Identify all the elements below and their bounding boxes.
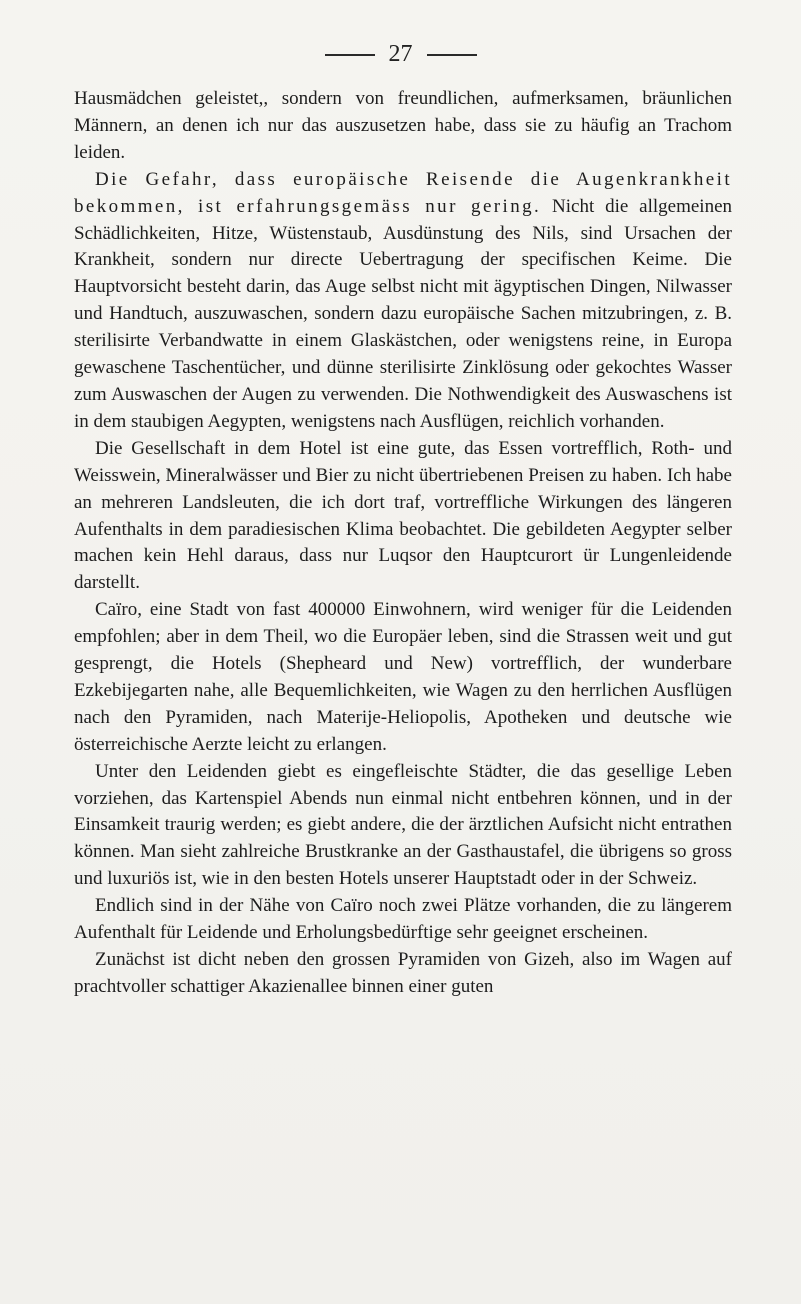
header-rule-left [325, 54, 375, 56]
paragraph-2-body: Nicht die allgemeinen Schädlichkeiten, Hitze, Wüstenstaub, Ausdünstung des Nils, sind Ursachen der Krankheit, sondern nur directe Uebertragung der specifischen Keime. Die Hauptvorsicht besteht darin, das Auge selbst nicht mit ägyptischen Dingen, Nilwasser und Handtuch, auszuwaschen, sondern dazu europäische Sachen mitzubringen, z. B. sterilisirte Verbandwatte in einem Glaskästchen, oder wenigstens reine, in Europa gewaschene Taschentücher, und dünne sterilisirte Zinklösung oder gekochtes Wasser zum Auswaschen der Augen zu verwenden. Die Nothwendigkeit des Auswaschens ist in dem staubigen Aegypten, wenigstens nach Ausflügen, reichlich vorhanden. [74, 195, 732, 432]
paragraph-2-spaced-lead: Die Gefahr, dass europäische Reisende die Augenkrankheit bekommen, ist erfahrungsgemäss nur gering. [74, 168, 732, 217]
page-number: 27 [388, 41, 413, 67]
paragraph-7: Zunächst ist dicht neben den grossen Pyramiden von Gizeh, also im Wagen auf prachtvoller schattiger Akazienallee binnen einer guten [74, 949, 732, 997]
paragraph-2 [74, 167, 732, 436]
body-text [74, 86, 732, 1001]
header-rule-right [427, 54, 477, 56]
page-header [0, 42, 801, 66]
paragraph-4: Caïro, eine Stadt von fast 400000 Einwohnern, wird weniger für die Leidenden empfohlen; aber in dem Theil, wo die Europäer leben, sind die Strassen weit und gut gesprengt, die Hotels (Shepheard und New) vortrefflich, der wunderbare Ezkebijegarten nahe, alle Bequemlichkeiten, wie Wagen zu den herrlichen Ausflügen nach den Pyramiden, nach Materije-Heliopolis, Apotheken und deutsche wie österreichische Aerzte leicht zu erlangen. [74, 599, 732, 755]
paragraph-1: Hausmädchen geleistet,, sondern von freundlichen, aufmerksamen, bräunlichen Männern, an denen ich nur das auszusetzen habe, dass sie zu häufig an Trachom leiden. [74, 88, 732, 163]
paragraph-6: Endlich sind in der Nähe von Caïro noch zwei Plätze vorhanden, die zu längerem Aufenthalt für Leidende und Erholungsbedürftige sehr geeignet erscheinen. [74, 895, 732, 944]
paragraph-3: Die Gesellschaft in dem Hotel ist eine gute, das Essen vortrefflich, Roth- und Weisswein, Mineralwässer und Bier zu nicht übertriebenen Preisen zu haben. Ich habe an mehreren Landsleuten, die ich dort traf, vortreffliche Wirkungen des längeren Aufenthalts in dem paradiesischen Klima beobachtet. Die gebildeten Aegypter selber machen kein Hehl daraus, dass nur Luqsor den Hauptcurort ür Lungenleidende darstellt. [74, 437, 732, 594]
paragraph-5: Unter den Leidenden giebt es eingefleischte Städter, die das gesellige Leben vorziehen, das Kartenspiel Abends nun einmal nicht entbehren können, und in der Einsamkeit traurig werden; es giebt andere, die der ärztlichen Aufsicht nicht entrathen können. Man sieht zahlreiche Brustkranke an der Gasthaustafel, die übrigens so gross und luxuriös ist, wie in den besten Hotels unserer Hauptstadt oder in der Schweiz. [74, 760, 732, 890]
